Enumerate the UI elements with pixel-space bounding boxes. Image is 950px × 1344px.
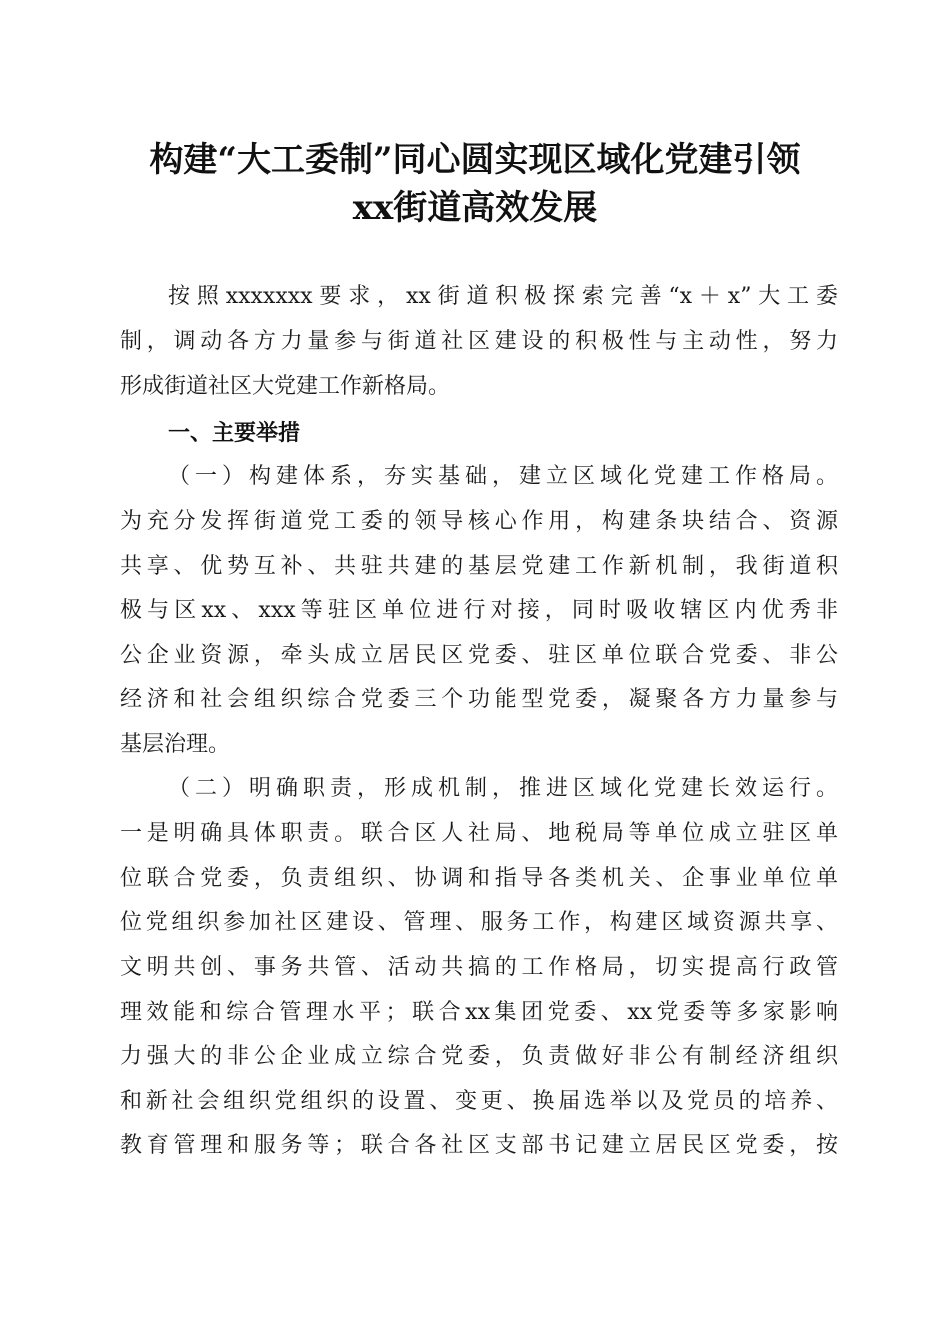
sub1-line-2: 为充分发挥街道党工委的领导核心作用，构建条块结合、资源 bbox=[120, 509, 838, 534]
sub2-line-5: 文明共创、事务共管、活动共搞的工作格局，切实提高行政管 bbox=[120, 955, 838, 980]
intro-line-3: 形成街道社区大党建工作新格局。 bbox=[120, 374, 451, 399]
intro-line-1: 按照xxxxxxx要求，xx街道积极探索完善“x＋x”大工委 bbox=[168, 284, 838, 309]
sub1-line-6: 经济和社会组织综合党委三个功能型党委，凝聚各方力量参与 bbox=[120, 687, 838, 712]
sub2-line-1: （二）明确职责，形成机制，推进区域化党建长效运行。 bbox=[168, 776, 838, 801]
sub1-line-4: 极与区xx、xxx等驻区单位进行对接，同时吸收辖区内优秀非 bbox=[120, 598, 838, 623]
sub2-line-9: 教育管理和服务等；联合各社区支部书记建立居民区党委，按 bbox=[120, 1133, 838, 1158]
sub2-line-8: 和新社会组织党组织的设置、变更、换届选举以及党员的培养、 bbox=[120, 1089, 838, 1114]
sub1-line-5: 公企业资源，牵头成立居民区党委、驻区单位联合党委、非公 bbox=[120, 643, 838, 668]
sub1-line-7: 基层治理。 bbox=[120, 732, 231, 757]
sub2-line-4: 位党组织参加社区建设、管理、服务工作，构建区域资源共享、 bbox=[120, 910, 838, 935]
document-title-line-2: xx街道高效发展 bbox=[352, 188, 598, 228]
sub2-line-6: 理效能和综合管理水平；联合xx集团党委、xx党委等多家影响 bbox=[120, 1000, 838, 1025]
sub1-line-3: 共享、优势互补、共驻共建的基层党建工作新机制，我街道积 bbox=[120, 554, 838, 579]
sub2-line-2: 一是明确具体职责。联合区人社局、地税局等单位成立驻区单 bbox=[120, 821, 838, 846]
sub2-line-7: 力强大的非公企业成立综合党委，负责做好非公有制经济组织 bbox=[120, 1044, 838, 1069]
sub2-line-3: 位联合党委，负责组织、协调和指导各类机关、企事业单位单 bbox=[120, 866, 838, 891]
section-heading: 一、主要举措 bbox=[168, 420, 301, 446]
sub1-line-1: （一）构建体系，夯实基础，建立区域化党建工作格局。 bbox=[168, 464, 838, 489]
intro-line-2: 制，调动各方力量参与街道社区建设的积极性与主动性，努力 bbox=[120, 329, 838, 354]
document-title-line-1: 构建“大工委制”同心圆实现区域化党建引领 bbox=[149, 140, 801, 180]
